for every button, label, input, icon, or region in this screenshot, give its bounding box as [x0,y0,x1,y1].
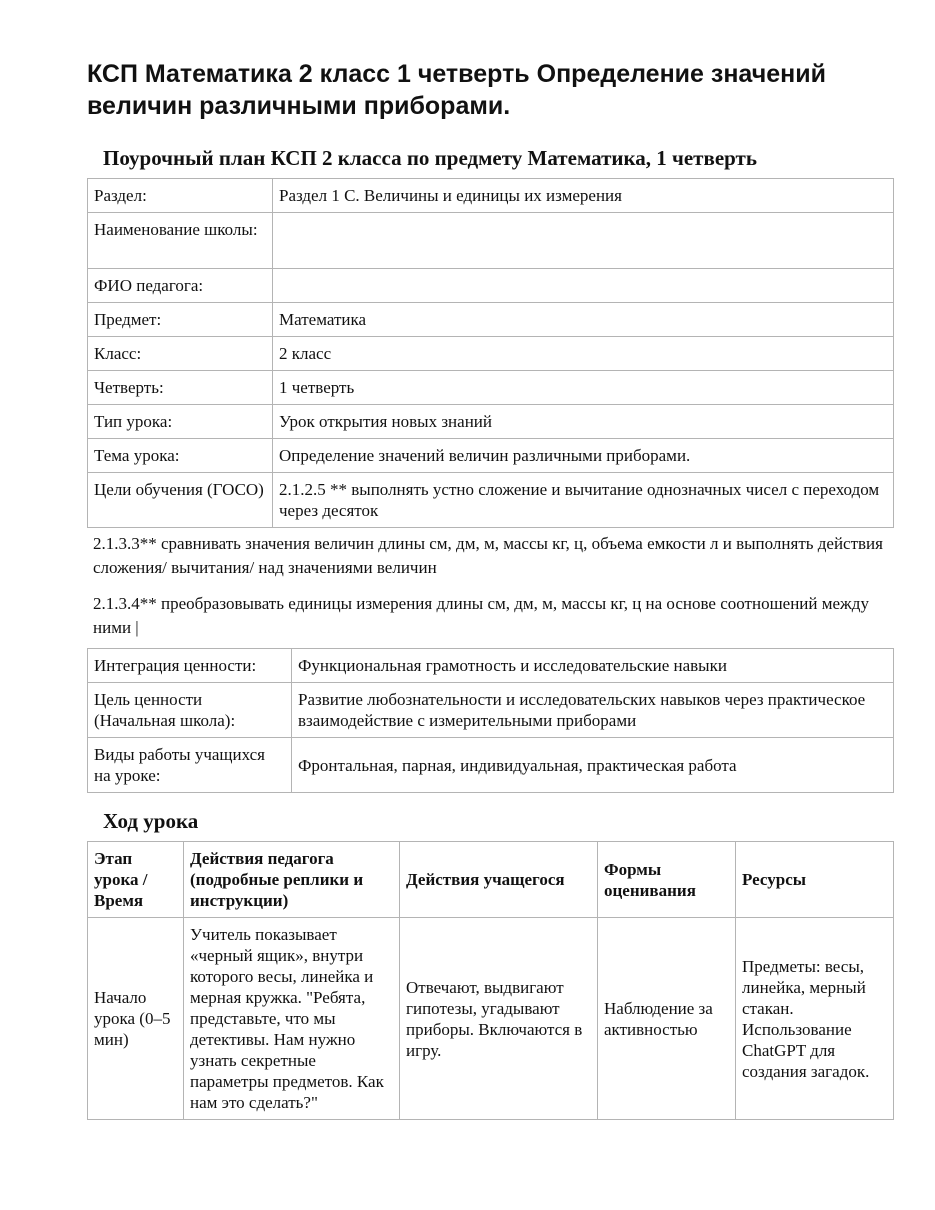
table-row [88,303,894,337]
course-heading: Ход урока [103,809,199,833]
table-row [88,473,894,528]
table-row [88,405,894,439]
table-row [88,371,894,405]
table-row [88,738,894,793]
column-header: Формы оценивания [598,842,736,918]
info-label: Класс: [88,337,273,371]
stage-cell: Начало урока (0–5 мин) [88,918,184,1120]
column-header: Действия учащегося [400,842,598,918]
info-value: Урок открытия новых знаний [273,405,894,439]
value-text: Развитие любознательности и исследовательских навыков через практическое взаимодействие с измерительными приборами [292,683,894,738]
lesson-info-table [87,178,894,528]
lesson-course-table [87,841,894,1120]
info-label: ФИО педагога: [88,269,273,303]
info-label: Наименование школы: [88,213,273,269]
info-value: Определение значений величин различными приборами. [273,439,894,473]
value-text: Фронтальная, парная, индивидуальная, практическая работа [292,738,894,793]
table-row [88,269,894,303]
document-title: КСП Математика 2 класс 1 четверть Определение значений величин различными приборами. [87,60,826,120]
info-value: 1 четверть [273,371,894,405]
column-header: Ресурсы [736,842,894,918]
column-header: Этап урока / Время [88,842,184,918]
value-label: Цель ценности (Начальная школа): [88,683,292,738]
info-value: Раздел 1 С. Величины и единицы их измерения [273,179,894,213]
value-label: Интеграция ценности: [88,649,292,683]
table-row [88,649,894,683]
table-row [88,918,894,1120]
values-table [87,648,894,793]
info-label: Четверть: [88,371,273,405]
info-label: Раздел: [88,179,273,213]
column-header: Действия педагога (подробные реплики и инструкции) [184,842,400,918]
info-value: 2.1.2.5 ** выполнять устно сложение и вычитание однозначных чисел с переходом через десяток [273,473,894,528]
document-page [87,58,893,1120]
info-value [273,269,894,303]
info-label: Тип урока: [88,405,273,439]
info-label: Предмет: [88,303,273,337]
value-label: Виды работы учащихся на уроке: [88,738,292,793]
info-label: Цели обучения (ГОСО) [88,473,273,528]
info-value: Математика [273,303,894,337]
teacher-actions-cell: Учитель показывает «черный ящик», внутри которого весы, линейка и мерная кружка. "Ребята, представьте, что мы детективы. Нам нужно узнать секретные параметры предметов. Как нам это сделать?" [184,918,400,1120]
value-text: Функциональная грамотность и исследовательские навыки [292,649,894,683]
table-row [88,213,894,269]
plan-heading: Поурочный план КСП 2 класса по предмету Математика, 1 четверть [103,146,757,170]
table-row [88,179,894,213]
assessment-cell: Наблюдение за активностью [598,918,736,1120]
table-row [88,683,894,738]
info-label: Тема урока: [88,439,273,473]
table-header-row [88,842,894,918]
table-row [88,337,894,371]
learning-goal-paragraph: 2.1.3.3** сравнивать значения величин длины см, дм, м, массы кг, ц, объема емкости л и выполнять действия сложения/ вычитания/ над значениями величин [93,534,883,577]
info-value [273,213,894,269]
student-actions-cell: Отвечают, выдвигают гипотезы, угадывают приборы. Включаются в игру. [400,918,598,1120]
table-row [88,439,894,473]
resources-cell: Предметы: весы, линейка, мерный стакан. Использование ChatGPT для создания загадок. [736,918,894,1120]
learning-goal-paragraph: 2.1.3.4** преобразовывать единицы измерения длины см, дм, м, массы кг, ц на основе соотношений между ними | [93,594,869,637]
info-value: 2 класс [273,337,894,371]
